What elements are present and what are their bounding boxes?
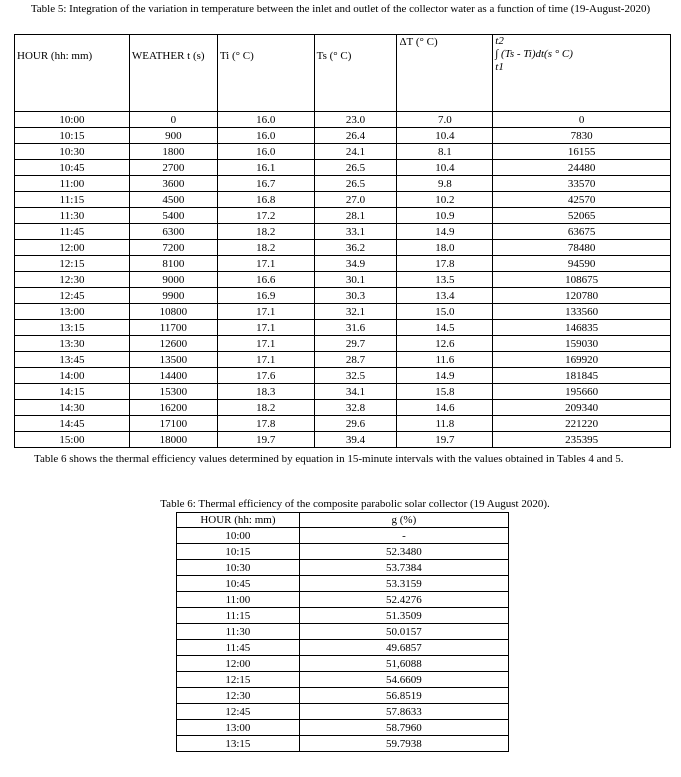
- integral-cell: 52065: [493, 208, 671, 224]
- hour-cell: 12:30: [15, 272, 130, 288]
- table-row: [15, 256, 671, 272]
- ts-cell: 32.8: [314, 400, 397, 416]
- header-efficiency: g (%): [299, 513, 508, 528]
- ti-cell: 18.2: [217, 400, 314, 416]
- hour-cell: 10:45: [177, 576, 300, 592]
- table-row: [15, 208, 671, 224]
- integral-cell: 0: [493, 112, 671, 128]
- thermal-efficiency-table: [176, 512, 509, 752]
- table-row: [177, 560, 509, 576]
- hour-cell: 13:00: [177, 720, 300, 736]
- delta-t-cell: 8.1: [397, 144, 493, 160]
- table-row: [177, 624, 509, 640]
- table-row: [15, 288, 671, 304]
- weather-time-cell: 18000: [129, 432, 217, 448]
- ti-cell: 17.6: [217, 368, 314, 384]
- efficiency-cell: 49.6857: [299, 640, 508, 656]
- delta-t-cell: 14.9: [397, 368, 493, 384]
- table-row: [15, 320, 671, 336]
- ti-cell: 16.9: [217, 288, 314, 304]
- table6-caption: Table 6: Thermal efficiency of the composite parabolic solar collector (19 August 2020).: [160, 498, 550, 510]
- ts-cell: 30.3: [314, 288, 397, 304]
- integral-cell: 159030: [493, 336, 671, 352]
- efficiency-cell: 52.4276: [299, 592, 508, 608]
- delta-t-cell: 10.4: [397, 128, 493, 144]
- integral-cell: 42570: [493, 192, 671, 208]
- table-row: [15, 336, 671, 352]
- table5-header-row: [15, 35, 671, 112]
- efficiency-cell: 52.3480: [299, 544, 508, 560]
- table-row: [15, 128, 671, 144]
- table5-caption: Table 5: Integration of the variation in temperature between the inlet and outlet of the collector water as a function of time (19-August-2020): [30, 3, 651, 15]
- integral-cell: 108675: [493, 272, 671, 288]
- delta-t-cell: 7.0: [397, 112, 493, 128]
- ts-cell: 39.4: [314, 432, 397, 448]
- delta-t-cell: 10.2: [397, 192, 493, 208]
- hour-cell: 13:15: [177, 736, 300, 752]
- integral-cell: 120780: [493, 288, 671, 304]
- hour-cell: 13:15: [15, 320, 130, 336]
- delta-t-cell: 18.0: [397, 240, 493, 256]
- integral-cell: 146835: [493, 320, 671, 336]
- weather-time-cell: 5400: [129, 208, 217, 224]
- ti-cell: 17.1: [217, 256, 314, 272]
- delta-t-cell: 11.6: [397, 352, 493, 368]
- ti-cell: 18.3: [217, 384, 314, 400]
- integral-cell: 16155: [493, 144, 671, 160]
- hour-cell: 12:15: [177, 672, 300, 688]
- weather-time-cell: 11700: [129, 320, 217, 336]
- integral-cell: 24480: [493, 160, 671, 176]
- hour-cell: 11:30: [15, 208, 130, 224]
- table-row: [177, 576, 509, 592]
- table-row: [15, 400, 671, 416]
- table-row: [15, 224, 671, 240]
- hour-cell: 10:30: [177, 560, 300, 576]
- header-weather: WEATHER t (s): [129, 35, 217, 112]
- hour-cell: 10:30: [15, 144, 130, 160]
- efficiency-cell: 58.7960: [299, 720, 508, 736]
- hour-cell: 10:15: [177, 544, 300, 560]
- hour-cell: 12:15: [15, 256, 130, 272]
- hour-cell: 12:45: [177, 704, 300, 720]
- delta-t-cell: 12.6: [397, 336, 493, 352]
- hour-cell: 12:00: [15, 240, 130, 256]
- hour-cell: 11:00: [15, 176, 130, 192]
- table-row: [177, 528, 509, 544]
- ts-cell: 36.2: [314, 240, 397, 256]
- ts-cell: 24.1: [314, 144, 397, 160]
- ts-cell: 34.9: [314, 256, 397, 272]
- efficiency-cell: -: [299, 528, 508, 544]
- ts-cell: 29.6: [314, 416, 397, 432]
- efficiency-cell: 53.7384: [299, 560, 508, 576]
- table-row: [15, 176, 671, 192]
- hour-cell: 14:45: [15, 416, 130, 432]
- table-row: [15, 304, 671, 320]
- hour-cell: 14:00: [15, 368, 130, 384]
- ts-cell: 23.0: [314, 112, 397, 128]
- table5-body: [15, 112, 671, 448]
- ts-cell: 29.7: [314, 336, 397, 352]
- delta-t-cell: 9.8: [397, 176, 493, 192]
- weather-time-cell: 2700: [129, 160, 217, 176]
- integral-expression: ∫ (Ts - Ti)dt(s ° C): [495, 48, 573, 60]
- integral-cell: 181845: [493, 368, 671, 384]
- ti-cell: 17.8: [217, 416, 314, 432]
- ts-cell: 33.1: [314, 224, 397, 240]
- ti-cell: 16.1: [217, 160, 314, 176]
- table-row: [15, 272, 671, 288]
- delta-t-cell: 11.8: [397, 416, 493, 432]
- efficiency-cell: 54.6609: [299, 672, 508, 688]
- hour-cell: 10:45: [15, 160, 130, 176]
- weather-time-cell: 15300: [129, 384, 217, 400]
- weather-time-cell: 7200: [129, 240, 217, 256]
- hour-cell: 11:00: [177, 592, 300, 608]
- ts-cell: 26.5: [314, 160, 397, 176]
- weather-time-cell: 1800: [129, 144, 217, 160]
- hour-cell: 10:00: [177, 528, 300, 544]
- table-row: [15, 368, 671, 384]
- weather-time-cell: 9900: [129, 288, 217, 304]
- temperature-integration-table: [14, 34, 671, 448]
- weather-time-cell: 3600: [129, 176, 217, 192]
- table-row: [15, 112, 671, 128]
- ts-cell: 27.0: [314, 192, 397, 208]
- hour-cell: 11:45: [177, 640, 300, 656]
- table-row: [177, 656, 509, 672]
- table-row: [15, 240, 671, 256]
- ts-cell: 32.1: [314, 304, 397, 320]
- table-row: [177, 640, 509, 656]
- hour-cell: 11:30: [177, 624, 300, 640]
- efficiency-cell: 51.3509: [299, 608, 508, 624]
- table-row: [177, 544, 509, 560]
- hour-cell: 12:00: [177, 656, 300, 672]
- efficiency-cell: 57.8633: [299, 704, 508, 720]
- ti-cell: 16.8: [217, 192, 314, 208]
- header-delta-t: ΔT (° C): [397, 35, 493, 112]
- delta-t-cell: 17.8: [397, 256, 493, 272]
- weather-time-cell: 0: [129, 112, 217, 128]
- body-paragraph: Table 6 shows the thermal efficiency values determined by equation in 15-minute intervals with the values obtained in Tables 4 and 5.: [34, 453, 624, 465]
- weather-time-cell: 8100: [129, 256, 217, 272]
- table-row: [177, 704, 509, 720]
- ts-cell: 26.5: [314, 176, 397, 192]
- ts-cell: 30.1: [314, 272, 397, 288]
- delta-t-cell: 10.9: [397, 208, 493, 224]
- weather-time-cell: 17100: [129, 416, 217, 432]
- ts-cell: 28.7: [314, 352, 397, 368]
- weather-time-cell: 9000: [129, 272, 217, 288]
- table-row: [177, 592, 509, 608]
- integral-cell: 209340: [493, 400, 671, 416]
- weather-time-cell: 4500: [129, 192, 217, 208]
- table-row: [15, 192, 671, 208]
- hour-cell: 10:00: [15, 112, 130, 128]
- table-row: [15, 160, 671, 176]
- delta-t-cell: 10.4: [397, 160, 493, 176]
- ti-cell: 17.1: [217, 336, 314, 352]
- table-row: [15, 352, 671, 368]
- table6-body: [177, 528, 509, 752]
- integral-cell: 133560: [493, 304, 671, 320]
- delta-t-cell: 15.8: [397, 384, 493, 400]
- delta-t-cell: 19.7: [397, 432, 493, 448]
- hour-cell: 13:00: [15, 304, 130, 320]
- hour-cell: 14:15: [15, 384, 130, 400]
- integral-cell: 195660: [493, 384, 671, 400]
- ti-cell: 16.0: [217, 112, 314, 128]
- header-hour: HOUR (hh: mm): [15, 35, 130, 112]
- hour-cell: 11:45: [15, 224, 130, 240]
- hour-cell: 10:15: [15, 128, 130, 144]
- efficiency-cell: 59.7938: [299, 736, 508, 752]
- header-ts: Ts (° C): [314, 35, 397, 112]
- table-row: [177, 608, 509, 624]
- ti-cell: 16.7: [217, 176, 314, 192]
- integral-cell: 235395: [493, 432, 671, 448]
- efficiency-cell: 51,6088: [299, 656, 508, 672]
- ti-cell: 17.1: [217, 352, 314, 368]
- delta-t-cell: 13.4: [397, 288, 493, 304]
- ti-cell: 16.6: [217, 272, 314, 288]
- weather-time-cell: 14400: [129, 368, 217, 384]
- ti-cell: 19.7: [217, 432, 314, 448]
- delta-t-cell: 13.5: [397, 272, 493, 288]
- table-row: [15, 416, 671, 432]
- hour-cell: 15:00: [15, 432, 130, 448]
- integral-cell: 63675: [493, 224, 671, 240]
- ts-cell: 28.1: [314, 208, 397, 224]
- weather-time-cell: 900: [129, 128, 217, 144]
- hour-cell: 13:30: [15, 336, 130, 352]
- table-row: [15, 144, 671, 160]
- integral-lower-limit: t1: [495, 61, 504, 73]
- efficiency-cell: 56.8519: [299, 688, 508, 704]
- hour-cell: 14:30: [15, 400, 130, 416]
- efficiency-cell: 50.0157: [299, 624, 508, 640]
- hour-cell: 12:30: [177, 688, 300, 704]
- hour-cell: 12:45: [15, 288, 130, 304]
- integral-cell: 7830: [493, 128, 671, 144]
- table-row: [177, 736, 509, 752]
- integral-upper-limit: t2: [495, 35, 504, 47]
- table-row: [15, 384, 671, 400]
- weather-time-cell: 6300: [129, 224, 217, 240]
- weather-time-cell: 16200: [129, 400, 217, 416]
- hour-cell: 11:15: [177, 608, 300, 624]
- ti-cell: 16.0: [217, 128, 314, 144]
- table-row: [15, 432, 671, 448]
- integral-cell: 169920: [493, 352, 671, 368]
- hour-cell: 11:15: [15, 192, 130, 208]
- efficiency-cell: 53.3159: [299, 576, 508, 592]
- delta-t-cell: 14.9: [397, 224, 493, 240]
- delta-t-cell: 15.0: [397, 304, 493, 320]
- table-row: [177, 688, 509, 704]
- weather-time-cell: 12600: [129, 336, 217, 352]
- ti-cell: 17.1: [217, 320, 314, 336]
- ti-cell: 17.1: [217, 304, 314, 320]
- weather-time-cell: 13500: [129, 352, 217, 368]
- ti-cell: 17.2: [217, 208, 314, 224]
- integral-cell: 78480: [493, 240, 671, 256]
- ts-cell: 31.6: [314, 320, 397, 336]
- header-hour: HOUR (hh: mm): [177, 513, 300, 528]
- weather-time-cell: 10800: [129, 304, 217, 320]
- delta-t-cell: 14.5: [397, 320, 493, 336]
- table6-header-row: [177, 513, 509, 528]
- ts-cell: 34.1: [314, 384, 397, 400]
- ts-cell: 26.4: [314, 128, 397, 144]
- hour-cell: 13:45: [15, 352, 130, 368]
- integral-cell: 94590: [493, 256, 671, 272]
- delta-t-cell: 14.6: [397, 400, 493, 416]
- ts-cell: 32.5: [314, 368, 397, 384]
- header-integral: [493, 35, 671, 112]
- integral-cell: 221220: [493, 416, 671, 432]
- integral-cell: 33570: [493, 176, 671, 192]
- table-row: [177, 672, 509, 688]
- ti-cell: 18.2: [217, 240, 314, 256]
- ti-cell: 18.2: [217, 224, 314, 240]
- ti-cell: 16.0: [217, 144, 314, 160]
- table-row: [177, 720, 509, 736]
- header-ti: Ti (° C): [217, 35, 314, 112]
